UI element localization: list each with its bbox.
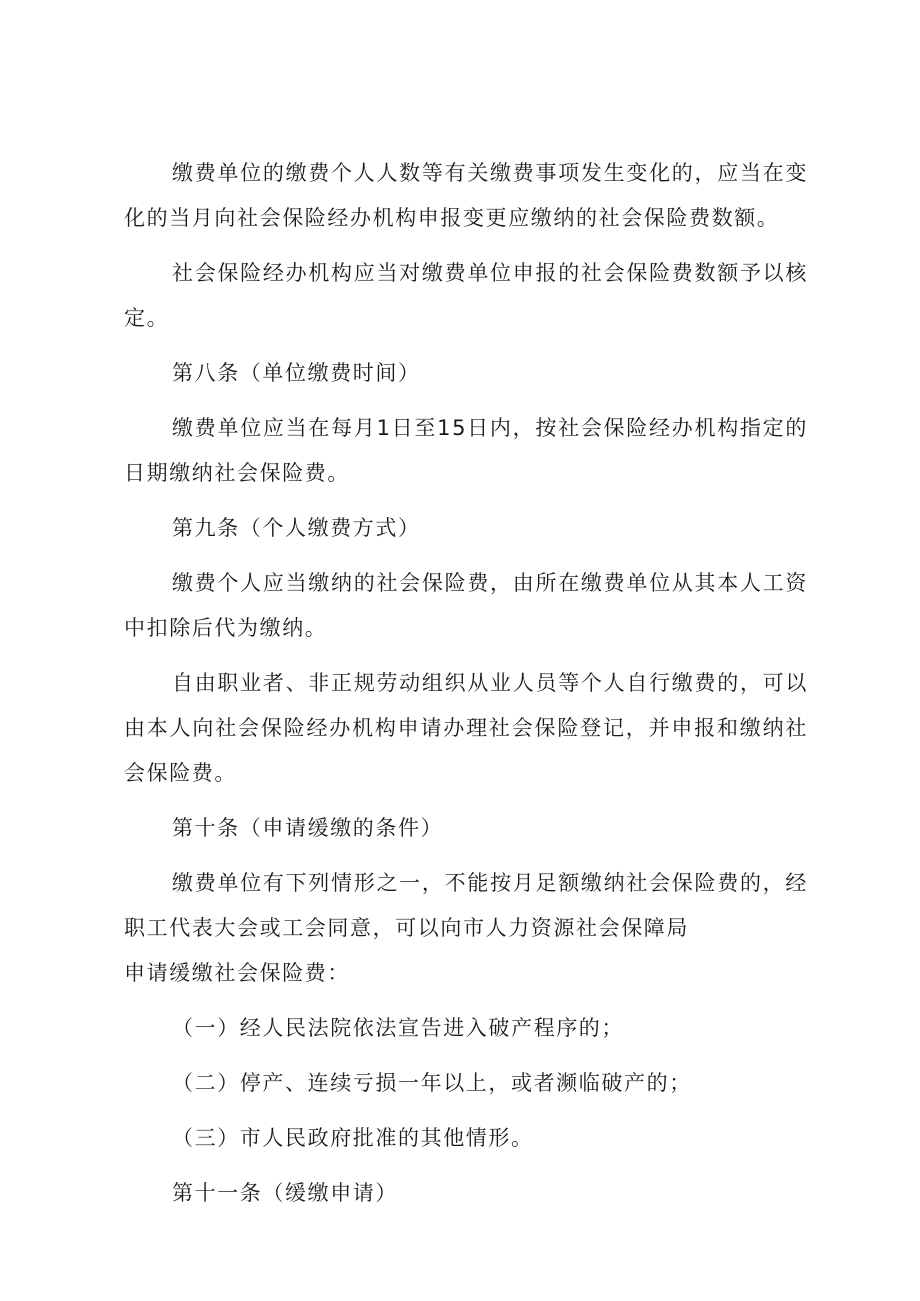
paragraph-agency-verification: 社会保险经办机构应当对缴费单位申报的社会保险费数额予以核定。 <box>124 261 808 330</box>
article-11-heading: 第十一条（缓缴申请） <box>172 1181 398 1205</box>
article-10-heading: 第十条（申请缓缴的条件） <box>172 816 444 840</box>
article-8-heading: 第八条（单位缴费时间） <box>172 361 421 385</box>
paragraph-deferral-application: 申请缓缴社会保险费： <box>124 961 350 985</box>
paragraph-withholding: 缴费个人应当缴纳的社会保险费，由所在缴费单位从其本人工资中扣除后代为缴纳。 <box>124 571 808 640</box>
list-item-losses: （二）停产、连续亏损一年以上，或者濒临破产的； <box>172 1071 692 1095</box>
article-9-heading: 第九条（个人缴费方式） <box>172 516 421 540</box>
list-item-bankruptcy: （一）经人民法院依法宣告进入破产程序的； <box>172 1016 624 1040</box>
paragraph-payment-time: 缴费单位应当在每月1日至15日内，按社会保险经办机构指定的日期缴纳社会保险费。 <box>124 416 808 485</box>
paragraph-self-employed: 自由职业者、非正规劳动组织从业人员等个人自行缴费的，可以由本人向社会保险经办机构申请办理社会保险登记，并申报和缴纳社会保险费。 <box>124 671 808 785</box>
list-item-other: （三）市人民政府批准的其他情形。 <box>172 1126 534 1150</box>
paragraph-deferral-conditions: 缴费单位有下列情形之一，不能按月足额缴纳社会保险费的，经职工代表大会或工会同意，可以向市人力资源社会保障局 <box>124 871 808 940</box>
paragraph-contribution-change: 缴费单位的缴费个人人数等有关缴费事项发生变化的，应当在变化的当月向社会保险经办机构申报变更应缴纳的社会保险费数额。 <box>124 161 808 230</box>
document-body <box>124 151 808 1216</box>
